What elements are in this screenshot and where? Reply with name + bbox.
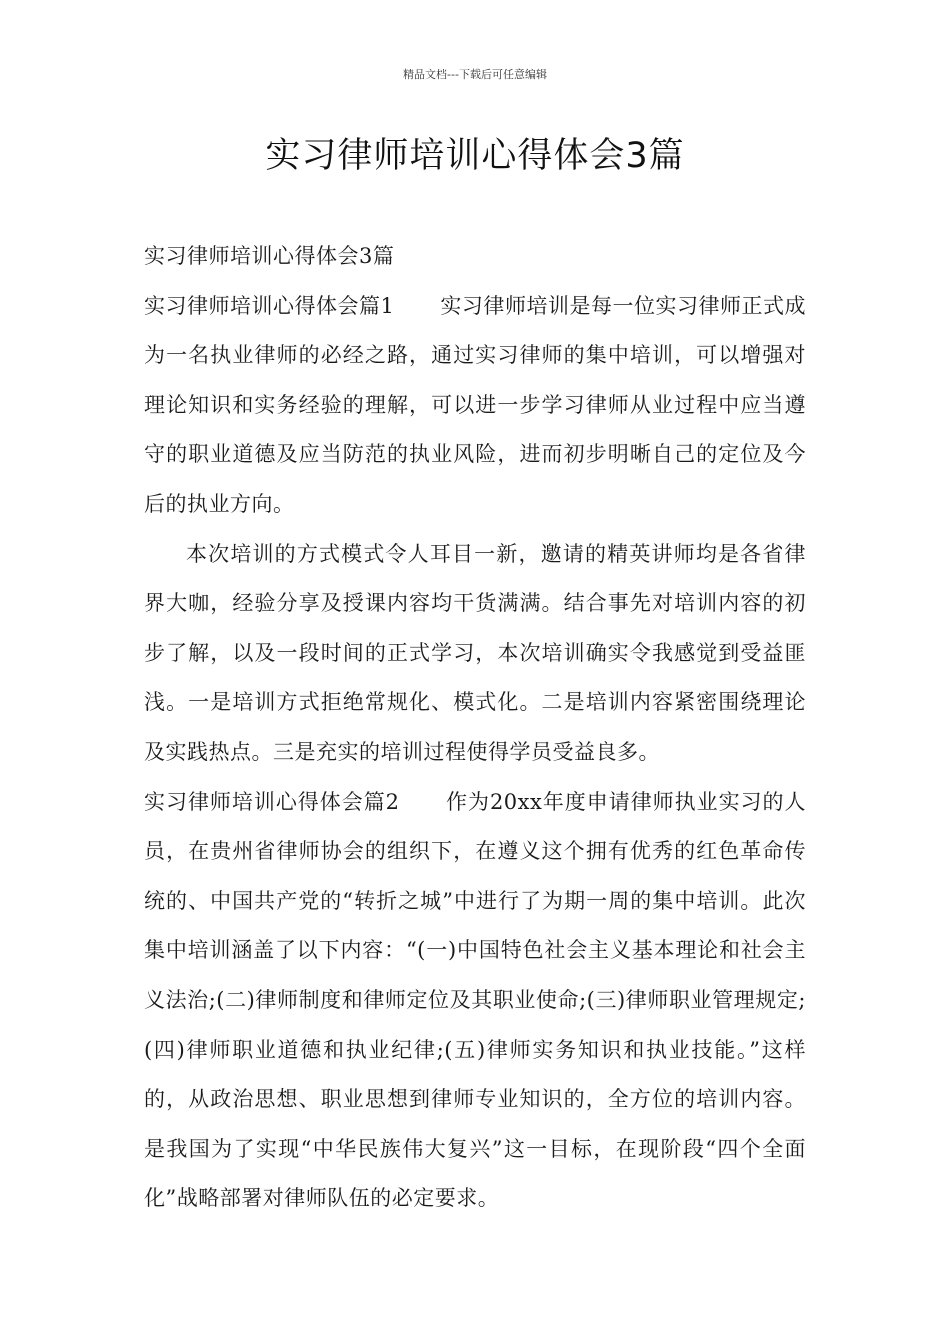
section-1-paragraph: [144, 282, 806, 530]
paragraph-2: 本次培训的方式模式令人耳目一新，邀请的精英讲师均是各省律界大咖，经验分享及授课内容均干货满满。结合事先对培训内容的初步了解，以及一段时间的正式学习，本次培训确实令我感觉到受益匪浅。一是培训方式拒绝常规化、模式化。二是培训内容紧密围绕理论及实践热点。三是充实的培训过程使得学员受益良多。: [144, 541, 806, 764]
subtitle-line: 实习律师培训心得体会3篇: [144, 244, 395, 268]
section-1-text: 实习律师培训是每一位实习律师正式成为一名执业律师的必经之路，通过实习律师的集中培训，可以增强对理论知识和实务经验的理解，可以进一步学习律师从业过程中应当遵守的职业道德及应当防范的执业风险，进而初步明晰自己的定位及今后的执业方向。: [144, 293, 806, 516]
header-note: 精品文档---下载后可任意编辑: [403, 68, 547, 81]
section-2-heading: 实习律师培训心得体会篇2: [144, 789, 400, 814]
section-2-paragraph: [144, 778, 806, 1224]
document-title: 实习律师培训心得体会3篇: [265, 136, 685, 176]
section-1-heading: 实习律师培训心得体会篇1: [144, 293, 395, 318]
section-2-text: 作为20xx年度申请律师执业实习的人员，在贵州省律师协会的组织下，在遵义这个拥有优秀的红色革命传统的、中国共产党的“转折之城”中进行了为期一周的集中培训。此次集中培训涵盖了以下内容：“(一)中国特色社会主义基本理论和社会主义法治;(二)律师制度和律师定位及其职业使命;(三)律师职业管理规定;(四)律师职业道德和执业纪律;(五)律师实务知识和执业技能。”这样的，从政治思想、职业思想到律师专业知识的，全方位的培训内容。是我国为了实现“中华民族伟大复兴”这一目标，在现阶段“四个全面化”战略部署对律师队伍的必定要求。: [144, 789, 806, 1211]
document-body: [144, 232, 806, 1224]
